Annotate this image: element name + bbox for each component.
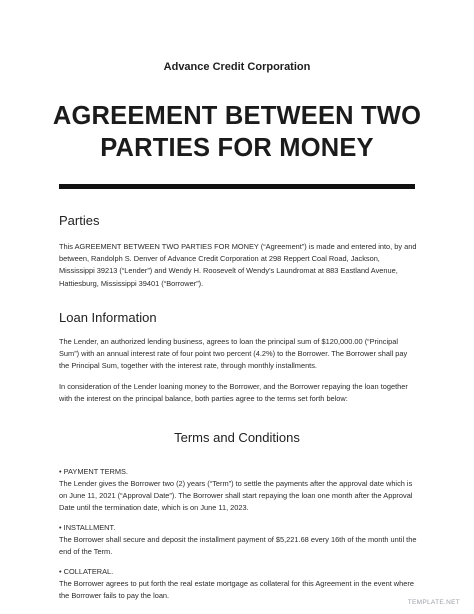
term-label-collateral: • COLLATERAL.: [59, 567, 114, 576]
loan-heading: Loan Information: [59, 310, 157, 325]
term-label-payment: • PAYMENT TERMS.: [59, 467, 128, 476]
term-text-payment: The Lender gives the Borrower two (2) years (“Term”) to settle the payments after the approval date which is on June 11, 2021 (“Approval Date”). The Borrower shall start repaying the loan one month after the Approval Date until the termination date, which is on June 11, 2023.: [59, 479, 413, 513]
parties-heading: Parties: [59, 213, 100, 228]
loan-text-1: The Lender, an authorized lending business, agrees to loan the principal sum of $120,000.00 (“Principal Sum”) with an annual interest rate of four point two percent (4.2%) to the Borrower. The Borrower shall pay the Principal Sum, together with the interest rate, through monthly installments.: [59, 337, 408, 371]
term-label-installment: • INSTALLMENT.: [59, 523, 116, 532]
title-divider: [59, 184, 415, 189]
document-title: [30, 100, 444, 164]
template-watermark: TEMPLATE.NET: [407, 599, 460, 606]
title-line-1: AGREEMENT BETWEEN TWO: [52, 102, 422, 130]
term-text-installment: The Borrower shall secure and deposit the installment payment of $5,221.68 every 16th of the month until the end of the Term.: [59, 535, 417, 557]
terms-heading: Terms and Conditions: [174, 430, 300, 445]
title-line-2: PARTIES FOR MONEY: [100, 134, 374, 162]
parties-text: This AGREEMENT BETWEEN TWO PARTIES FOR MONEY (“Agreement”) is made and entered into, by and between, Randolph S. Denver of Advance Credit Corporation at 298 Reppert Coal Road, Jackson, Mississippi 39213 (“Lender”) and Wendy H. Roosevelt of Wendy’s Laundromat at 883 Eastland Avenue, Hattiesburg, Mississippi 39401 (“Borrower”).: [59, 242, 417, 288]
company-name: Advance Credit Corporation: [163, 61, 311, 73]
term-text-collateral: The Borrower agrees to put forth the real estate mortgage as collateral for this Agreement in the event where the Borrower fails to pay the loan.: [59, 579, 414, 601]
loan-text-2: In consideration of the Lender loaning money to the Borrower, and the Borrower repaying the loan together with the interest on the principal balance, both parties agree to the terms set forth below:: [59, 382, 408, 404]
